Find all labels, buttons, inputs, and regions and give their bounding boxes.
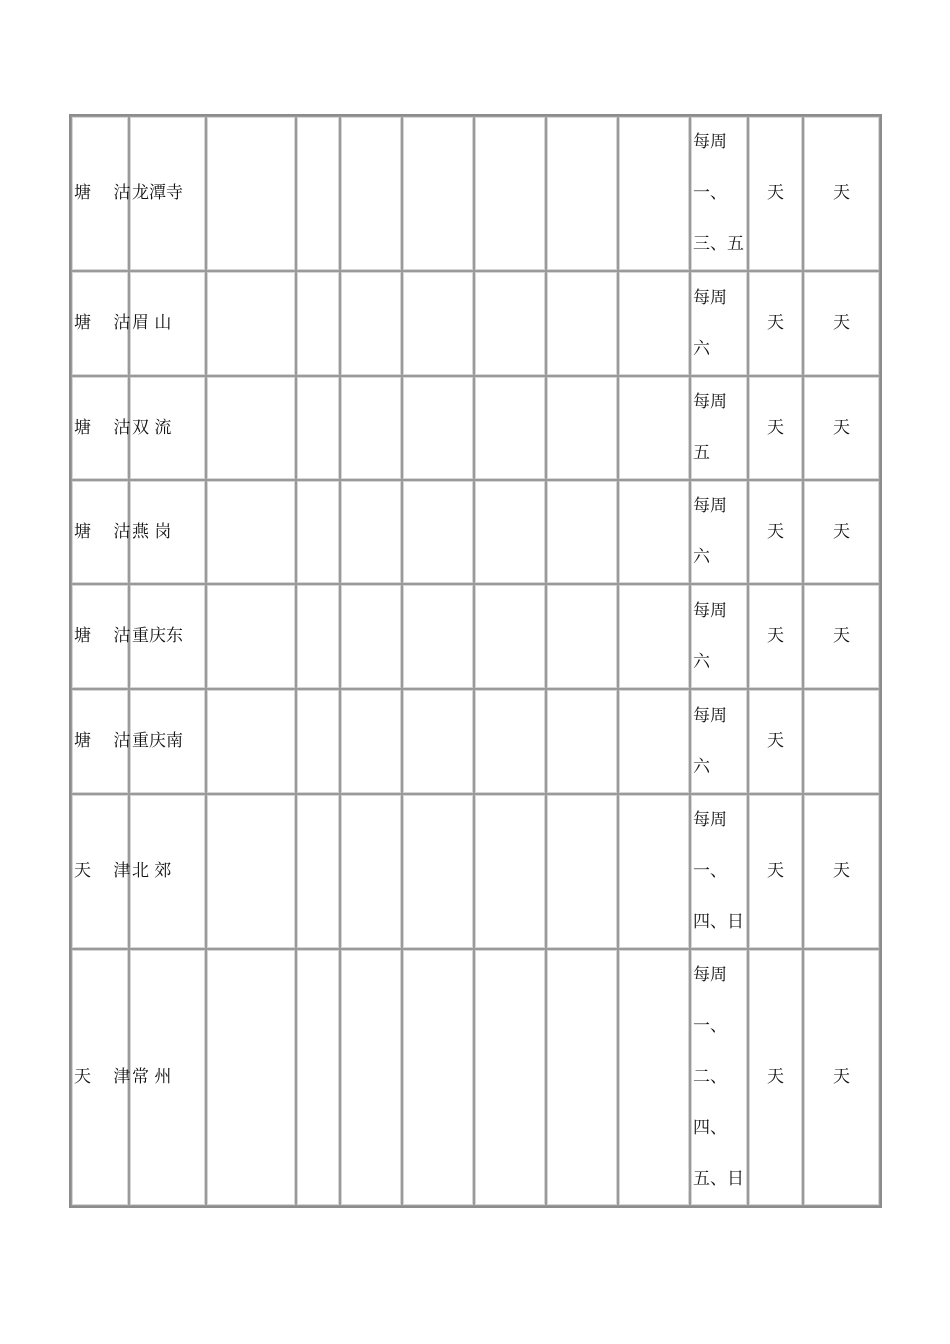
frequency-line: 四、日 — [693, 912, 744, 932]
frequency-line: 六 — [693, 547, 710, 567]
empty-cell — [402, 689, 474, 794]
table-row — [71, 480, 880, 584]
empty-cell — [618, 949, 690, 1206]
service-cell-1: 天 — [748, 480, 803, 584]
service-cell-1: 天 — [748, 271, 803, 376]
empty-cell — [296, 116, 340, 271]
service-cell-2: 天 — [803, 116, 880, 271]
empty-cell — [402, 794, 474, 949]
empty-cell — [206, 949, 296, 1206]
empty-cell — [206, 480, 296, 584]
service-cell-2: 天 — [803, 949, 880, 1206]
frequency-line: 三、五 — [693, 234, 744, 254]
empty-cell — [402, 480, 474, 584]
frequency-line: 每周 — [693, 705, 727, 726]
origin-cell: 天 津 — [71, 949, 129, 1206]
empty-cell — [206, 116, 296, 271]
frequency-line: 一、 — [693, 861, 727, 881]
empty-cell — [618, 584, 690, 689]
empty-cell — [340, 480, 402, 584]
empty-cell — [474, 949, 546, 1206]
frequency-cell — [690, 480, 748, 584]
frequency-cell — [690, 271, 748, 376]
table-row — [71, 271, 880, 376]
empty-cell — [402, 116, 474, 271]
empty-cell — [546, 480, 618, 584]
frequency-line: 六 — [693, 651, 710, 672]
empty-cell — [296, 480, 340, 584]
service-cell-1: 天 — [748, 949, 803, 1206]
destination-cell: 重庆东 — [129, 584, 206, 689]
service-cell-2 — [803, 689, 880, 794]
empty-cell — [402, 376, 474, 480]
empty-cell — [546, 949, 618, 1206]
frequency-line: 每周 — [693, 392, 727, 412]
table-row — [71, 116, 880, 271]
empty-cell — [618, 271, 690, 376]
empty-cell — [206, 271, 296, 376]
table-row — [71, 584, 880, 689]
frequency-line: 五 — [693, 443, 710, 463]
empty-cell — [340, 689, 402, 794]
empty-cell — [206, 794, 296, 949]
frequency-cell — [690, 689, 748, 794]
empty-cell — [206, 584, 296, 689]
empty-cell — [340, 271, 402, 376]
frequency-cell — [690, 584, 748, 689]
empty-cell — [474, 584, 546, 689]
empty-cell — [546, 584, 618, 689]
empty-cell — [618, 480, 690, 584]
table-row — [71, 794, 880, 949]
empty-cell — [474, 689, 546, 794]
destination-cell: 龙潭寺 — [129, 116, 206, 271]
frequency-line: 每周 — [693, 496, 727, 516]
empty-cell — [206, 376, 296, 480]
service-cell-1: 天 — [748, 689, 803, 794]
origin-cell: 塘 沽 — [71, 376, 129, 480]
empty-cell — [402, 584, 474, 689]
service-cell-2: 天 — [803, 376, 880, 480]
destination-cell: 重庆南 — [129, 689, 206, 794]
frequency-line: 一、 — [693, 183, 727, 203]
frequency-line: 四、 — [693, 1118, 727, 1138]
empty-cell — [296, 271, 340, 376]
schedule-table — [69, 114, 882, 1208]
empty-cell — [340, 376, 402, 480]
empty-cell — [474, 116, 546, 271]
empty-cell — [546, 689, 618, 794]
frequency-line: 五、日 — [693, 1169, 744, 1189]
empty-cell — [402, 271, 474, 376]
empty-cell — [296, 584, 340, 689]
empty-cell — [546, 376, 618, 480]
origin-cell: 塘 沽 — [71, 116, 129, 271]
empty-cell — [340, 584, 402, 689]
frequency-line: 每周 — [693, 810, 727, 830]
destination-cell: 双 流 — [129, 376, 206, 480]
service-cell-2: 天 — [803, 794, 880, 949]
empty-cell — [296, 794, 340, 949]
frequency-line: 六 — [693, 338, 710, 359]
frequency-line: 每周 — [693, 132, 727, 152]
origin-cell: 塘 沽 — [71, 584, 129, 689]
service-cell-1: 天 — [748, 116, 803, 271]
table-row — [71, 376, 880, 480]
empty-cell — [546, 794, 618, 949]
empty-cell — [474, 480, 546, 584]
empty-cell — [618, 376, 690, 480]
frequency-line: 每周 — [693, 287, 727, 308]
empty-cell — [474, 376, 546, 480]
empty-cell — [474, 794, 546, 949]
origin-cell: 天 津 — [71, 794, 129, 949]
service-cell-1: 天 — [748, 376, 803, 480]
service-cell-2: 天 — [803, 584, 880, 689]
table-row — [71, 689, 880, 794]
empty-cell — [296, 689, 340, 794]
destination-cell: 燕 岗 — [129, 480, 206, 584]
empty-cell — [296, 949, 340, 1206]
service-cell-1: 天 — [748, 584, 803, 689]
empty-cell — [340, 949, 402, 1206]
frequency-line: 一、 — [693, 1016, 727, 1036]
service-cell-1: 天 — [748, 794, 803, 949]
empty-cell — [618, 794, 690, 949]
empty-cell — [340, 794, 402, 949]
destination-cell: 眉 山 — [129, 271, 206, 376]
empty-cell — [296, 376, 340, 480]
table-row — [71, 949, 880, 1206]
origin-cell: 塘 沽 — [71, 689, 129, 794]
frequency-line: 六 — [693, 756, 710, 777]
service-cell-2: 天 — [803, 480, 880, 584]
empty-cell — [206, 689, 296, 794]
destination-cell: 北 郊 — [129, 794, 206, 949]
empty-cell — [340, 116, 402, 271]
empty-cell — [546, 271, 618, 376]
service-cell-2: 天 — [803, 271, 880, 376]
frequency-cell — [690, 949, 748, 1206]
frequency-line: 每周 — [693, 965, 727, 985]
frequency-cell — [690, 116, 748, 271]
frequency-cell — [690, 376, 748, 480]
empty-cell — [474, 271, 546, 376]
empty-cell — [618, 116, 690, 271]
destination-cell: 常 州 — [129, 949, 206, 1206]
empty-cell — [618, 689, 690, 794]
origin-cell: 塘 沽 — [71, 480, 129, 584]
origin-cell: 塘 沽 — [71, 271, 129, 376]
empty-cell — [546, 116, 618, 271]
empty-cell — [402, 949, 474, 1206]
frequency-line: 每周 — [693, 600, 727, 621]
frequency-cell — [690, 794, 748, 949]
frequency-line: 二、 — [693, 1067, 727, 1087]
